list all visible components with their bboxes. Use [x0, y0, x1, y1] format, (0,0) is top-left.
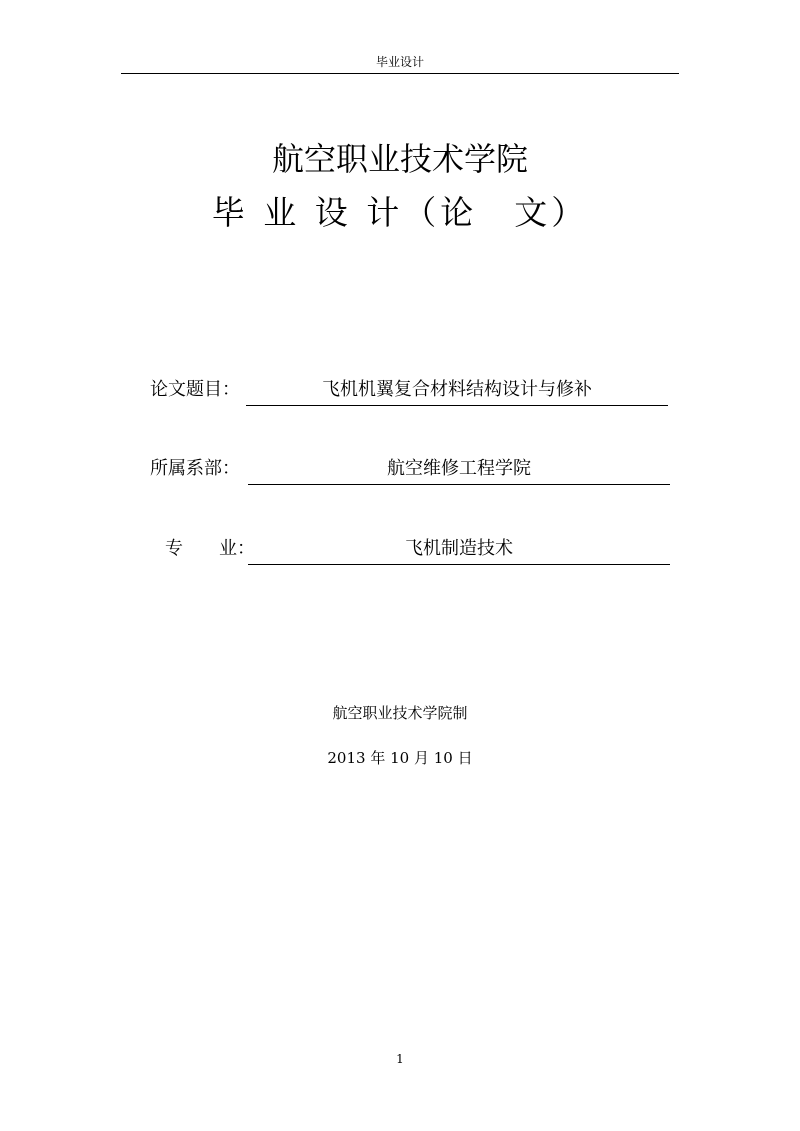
header-divider: [121, 73, 679, 74]
department-label: 所属系部：: [150, 458, 240, 479]
issue-date: 2013 年 10 月 10 日: [327, 749, 473, 767]
thesis-title-value: 飞机机翼复合材料结构设计与修补: [246, 376, 668, 406]
header-text: 毕业设计: [375, 55, 424, 69]
major-label: 专 业：: [165, 538, 255, 559]
department-value: 航空维修工程学院: [248, 455, 670, 485]
issuer-text: 航空职业技术学院制: [332, 704, 468, 722]
field-major: [150, 535, 672, 565]
field-department: [150, 455, 672, 485]
document-type-title: 毕 业 设 计（论 文）: [211, 193, 589, 232]
major-value: 飞机制造技术: [248, 535, 670, 565]
page-number: 1: [396, 1052, 404, 1066]
field-thesis-title: [150, 376, 672, 406]
thesis-title-label: 论文题目：: [150, 379, 240, 400]
institution-title: 航空职业技术学院: [271, 140, 528, 178]
